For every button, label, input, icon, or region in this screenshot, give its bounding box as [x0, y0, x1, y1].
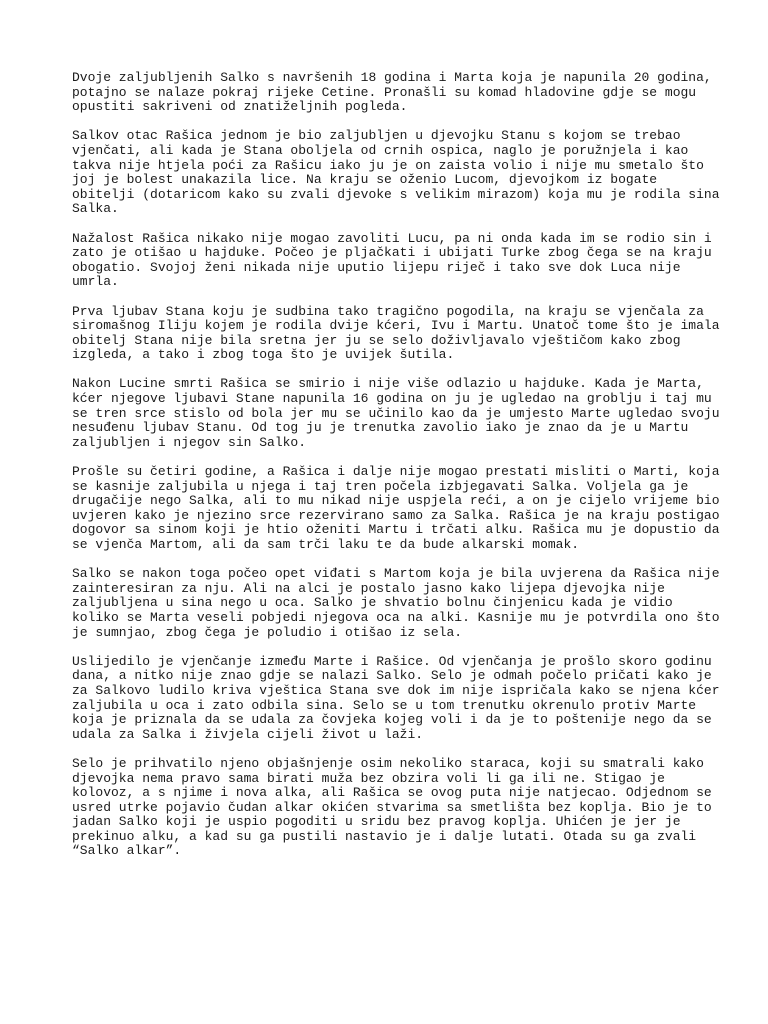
text-line: Nažalost Rašica nikako nije mogao zavoliti Lucu, pa ni onda kada im se rodio sin i — [72, 230, 712, 246]
text-line: Salkov otac Rašica jednom je bio zaljubljen u djevojku Stanu s kojom se trebao — [72, 128, 681, 144]
text-line: joj je bolest unakazila lice. Na kraju se oženio Lucom, djevojkom iz bogate — [72, 172, 658, 188]
paragraph-7 — [72, 566, 720, 640]
text-line: dogovor sa sinom koji je htio oženiti Martu i trčati alku. Rašica mu je dopustio da — [72, 522, 720, 538]
text-line: kćer njegove ljubavi Stane napunila 16 godina on ju je ugledao na groblju i taj mu — [72, 391, 712, 407]
paragraph-2 — [72, 128, 720, 217]
text-line: Selo je prihvatilo njeno objašnjenje osim nekoliko staraca, koji su smatrali kako — [72, 755, 704, 771]
text-line: nesuđenu ljubav Stanu. Od tog ju je trenutka zavolio iako je znao da je u Martu — [72, 420, 689, 436]
text-line: udala za Salka i živjela cijeli život u laži. — [72, 726, 424, 742]
paragraph-5 — [72, 376, 720, 450]
text-line: Salko se nakon toga počeo opet viđati s Martom koja je bila uvjerena da Rašica nije — [72, 566, 720, 582]
text-line: se kasnije zaljubila u njega i taj tren počela izbjegavati Salka. Voljela ga je — [72, 478, 689, 494]
text-line: je sumnjao, zbog čega je poludio i otišao iz sela. — [72, 624, 463, 640]
paragraph-8 — [72, 653, 720, 743]
text-line: Uslijedilo je vjenčanje između Marte i Rašice. Od vjenčanja je prošlo skoro godinu — [72, 653, 712, 669]
text-line: Salka. — [72, 201, 119, 217]
text-line: za Salkovo ludilo kriva vještica Stana sve dok im nije ispričala kako se njena kćer — [72, 682, 720, 698]
paragraph-3 — [72, 232, 712, 290]
text-line: opustiti sakriveni od znatiželjnih pogleda. — [72, 99, 408, 115]
text-line: izgleda, a tako i zbog toga što je uvijek šutila. — [72, 347, 455, 363]
text-line: Prva ljubav Stana koju je sudbina tako tragično pogodila, na kraju se vjenčala za — [72, 303, 704, 319]
text-line: potajno se nalaze pokraj rijeke Cetine. Pronašli su komad hladovine gdje se mogu — [72, 84, 697, 100]
text-line: usred utrke pojavio čudan alkar okićen stvarima sa smetlišta bez koplja. Bio je to — [72, 799, 712, 815]
text-line: Dvoje zaljubljenih Salko s navršenih 18 godina i Marta koja je napunila 20 godina, — [72, 70, 712, 85]
text-line: umrla. — [72, 274, 119, 290]
text-line: zaljubila u oca i zato odbila sina. Selo se u tom trenutku okrenulo protiv Marte — [72, 697, 697, 713]
text-line: Nakon Lucine smrti Rašica se smirio i nije više odlazio u hajduke. Kada je Marta, — [72, 376, 704, 392]
text-line: takva nije htjela poći za Rašicu iako ju je on zaista volio i nije mu smetalo što — [72, 157, 704, 173]
text-line: zaljubljen i njegov sin Salko. — [72, 434, 307, 450]
text-line: drugačije nego Salka, ali to mu nikad nije uspjela reći, a on je cijelo vrijeme bio — [72, 493, 720, 509]
text-line: obitelj Stana nije bila sretna jer ju se selo doživljavalo vještičom kako zbog — [72, 332, 681, 348]
text-line: koliko se Marta veseli pobjedi njegova oca na alki. Kasnije mu je potvrdila ono što — [72, 609, 720, 625]
text-line: vjenčati, ali kada je Stana oboljela od crnih ospica, naglo je poružnjela i kao — [72, 142, 689, 158]
text-line: prekinuo alku, a kad su ga pustili nastavio je i dalje lutati. Otada su ga zvali — [72, 828, 697, 844]
paragraph-1 — [72, 71, 712, 115]
text-line: uvjeren kako je njezino srce rezervirano samo za Salka. Rašica je na kraju postigao — [72, 507, 720, 523]
text-line: se tren srce stislo od bola jer mu se učinilo kao da je umjesto Marte ugledao svoju — [72, 405, 720, 421]
text-line: se vjenča Martom, ali da sam trči laku te da bude alkarski momak. — [72, 537, 580, 552]
text-line: “Salko alkar”. — [72, 843, 182, 859]
text-line: Prošle su četiri godine, a Rašica i dalje nije mogao prestati misliti o Marti, koja — [72, 464, 720, 480]
paragraph-4 — [72, 303, 720, 363]
text-line: koja je priznala da se udala za čovjeka kojeg voli i da je to poštenije nego da se — [72, 712, 712, 728]
text-line: kolovoz, a s njime i nova alka, ali Rašica se ovog puta nije natjecao. Odjednom se — [72, 785, 712, 801]
text-line: siromašnog Iliju kojem je rodila dvije kćeri, Ivu i Martu. Unatoč tome što je imala — [72, 318, 720, 334]
text-line: zaljubljena u sina nego u oca. Salko je shvatio bolnu činjenicu kada je vidio — [72, 595, 673, 611]
text-line: zainteresiran za nju. Ali na alci je postalo jasno kako lijepa djevojka nije — [72, 580, 665, 596]
text-line: obitelji (dotaricom kako su zvali djevoke s velikim mirazom) koja mu je rodila sina — [72, 186, 720, 202]
document-page — [72, 70, 720, 874]
paragraph-9 — [72, 757, 712, 859]
text-line: obogatio. Svojoj ženi nikada nije uputio lijepu riječ i tako sve dok Luca nije — [72, 259, 681, 275]
text-line: zato je otišao u hajduke. Počeo je pljačkati i ubijati Turke zbog čega se na kraju — [72, 245, 712, 261]
text-line: djevojka nema pravo sama birati muža bez obzira voli li ga ili ne. Stigao je — [72, 770, 665, 786]
paragraph-6 — [72, 464, 720, 553]
text-line: dana, a nitko nije znao gdje se nalazi Salko. Selo je odmah počelo pričati kako je — [72, 668, 712, 684]
text-line: jadan Salko koji je uspio pogoditi u sridu bez pravog koplja. Uhićen je jer je — [72, 814, 681, 830]
